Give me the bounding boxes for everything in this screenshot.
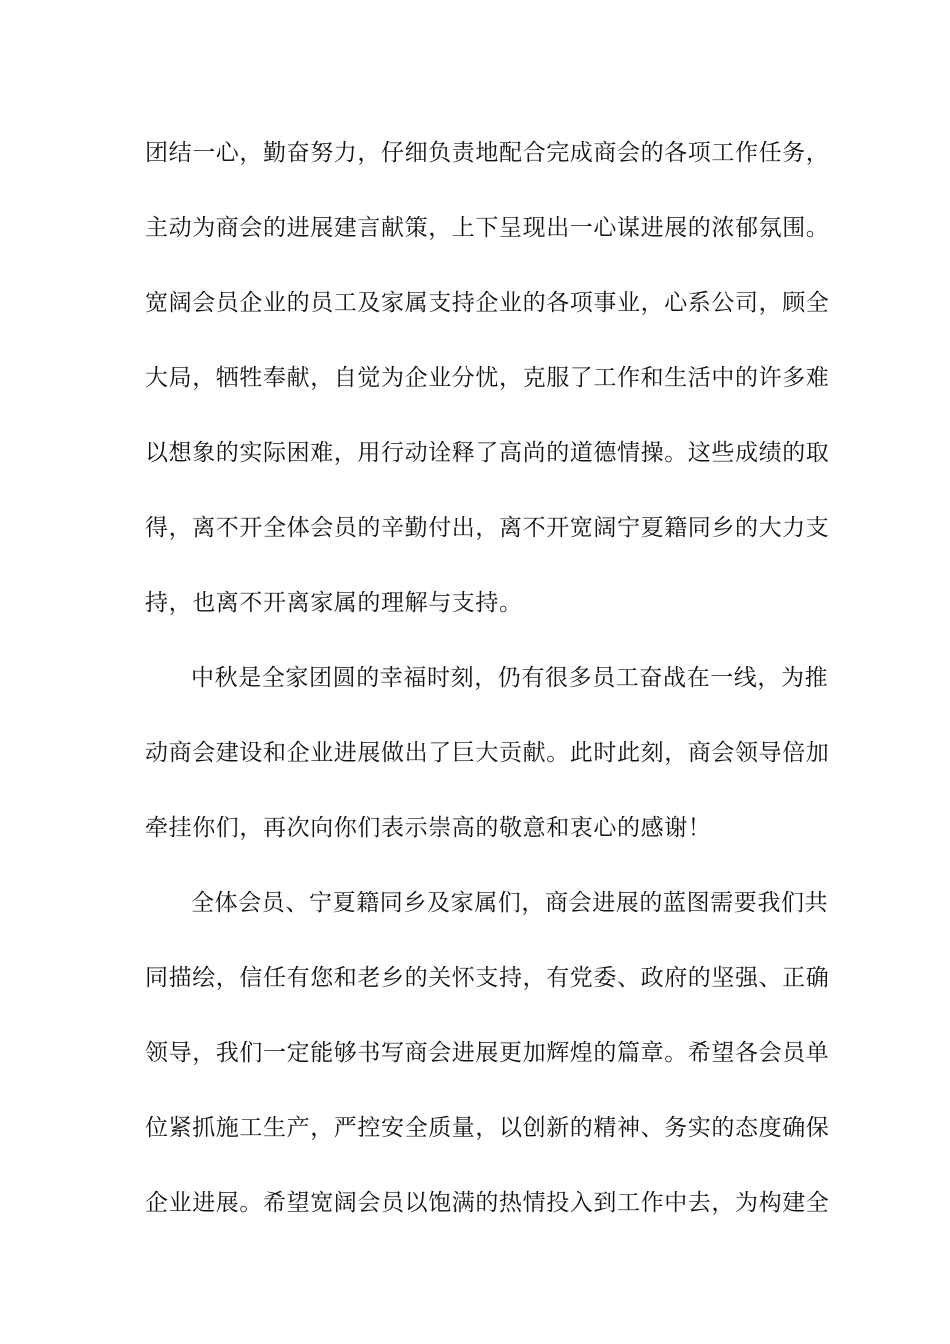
document-body xyxy=(145,133,830,1258)
text-line: 团结一心，勤奋努力，仔细负责地配合完成商会的各项工作任务， xyxy=(145,140,830,166)
text-line: 位紧抓施工生产，严控安全质量，以创新的精神、务实的态度确保 xyxy=(145,1115,830,1141)
text-line: 得，离不开全体会员的辛勤付出，离不开宽阔宁夏籍同乡的大力支 xyxy=(145,515,830,541)
text-line: 企业进展。希望宽阔会员以饱满的热情投入到工作中去，为构建全 xyxy=(145,1190,830,1216)
paragraph-first-line: 全体会员、宁夏籍同乡及家属们，商会进展的蓝图需要我们共 xyxy=(191,890,829,916)
text-line: 持，也离不开离家属的理解与支持。 xyxy=(145,590,523,616)
text-line: 领导，我们一定能够书写商会进展更加辉煌的篇章。希望各会员单 xyxy=(145,1040,830,1066)
text-line: 动商会建设和企业进展做出了巨大贡献。此时此刻，商会领导倍加 xyxy=(145,740,830,766)
paragraph-first-line: 中秋是全家团圆的幸福时刻，仍有很多员工奋战在一线，为推 xyxy=(191,665,829,691)
text-line: 同描绘，信任有您和老乡的关怀支持，有党委、政府的坚强、正确 xyxy=(145,965,830,991)
text-line: 主动为商会的进展建言献策，上下呈现出一心谋进展的浓郁氛围。 xyxy=(145,215,830,241)
text-line: 大局，牺牲奉献，自觉为企业分忧，克服了工作和生活中的许多难 xyxy=(145,365,830,391)
text-line: 牵挂你们，再次向你们表示崇高的敬意和衷心的感谢！ xyxy=(145,815,712,841)
text-line: 宽阔会员企业的员工及家属支持企业的各项事业，心系公司，顾全 xyxy=(145,290,830,316)
text-line: 以想象的实际困难，用行动诠释了高尚的道德情操。这些成绩的取 xyxy=(145,440,830,466)
